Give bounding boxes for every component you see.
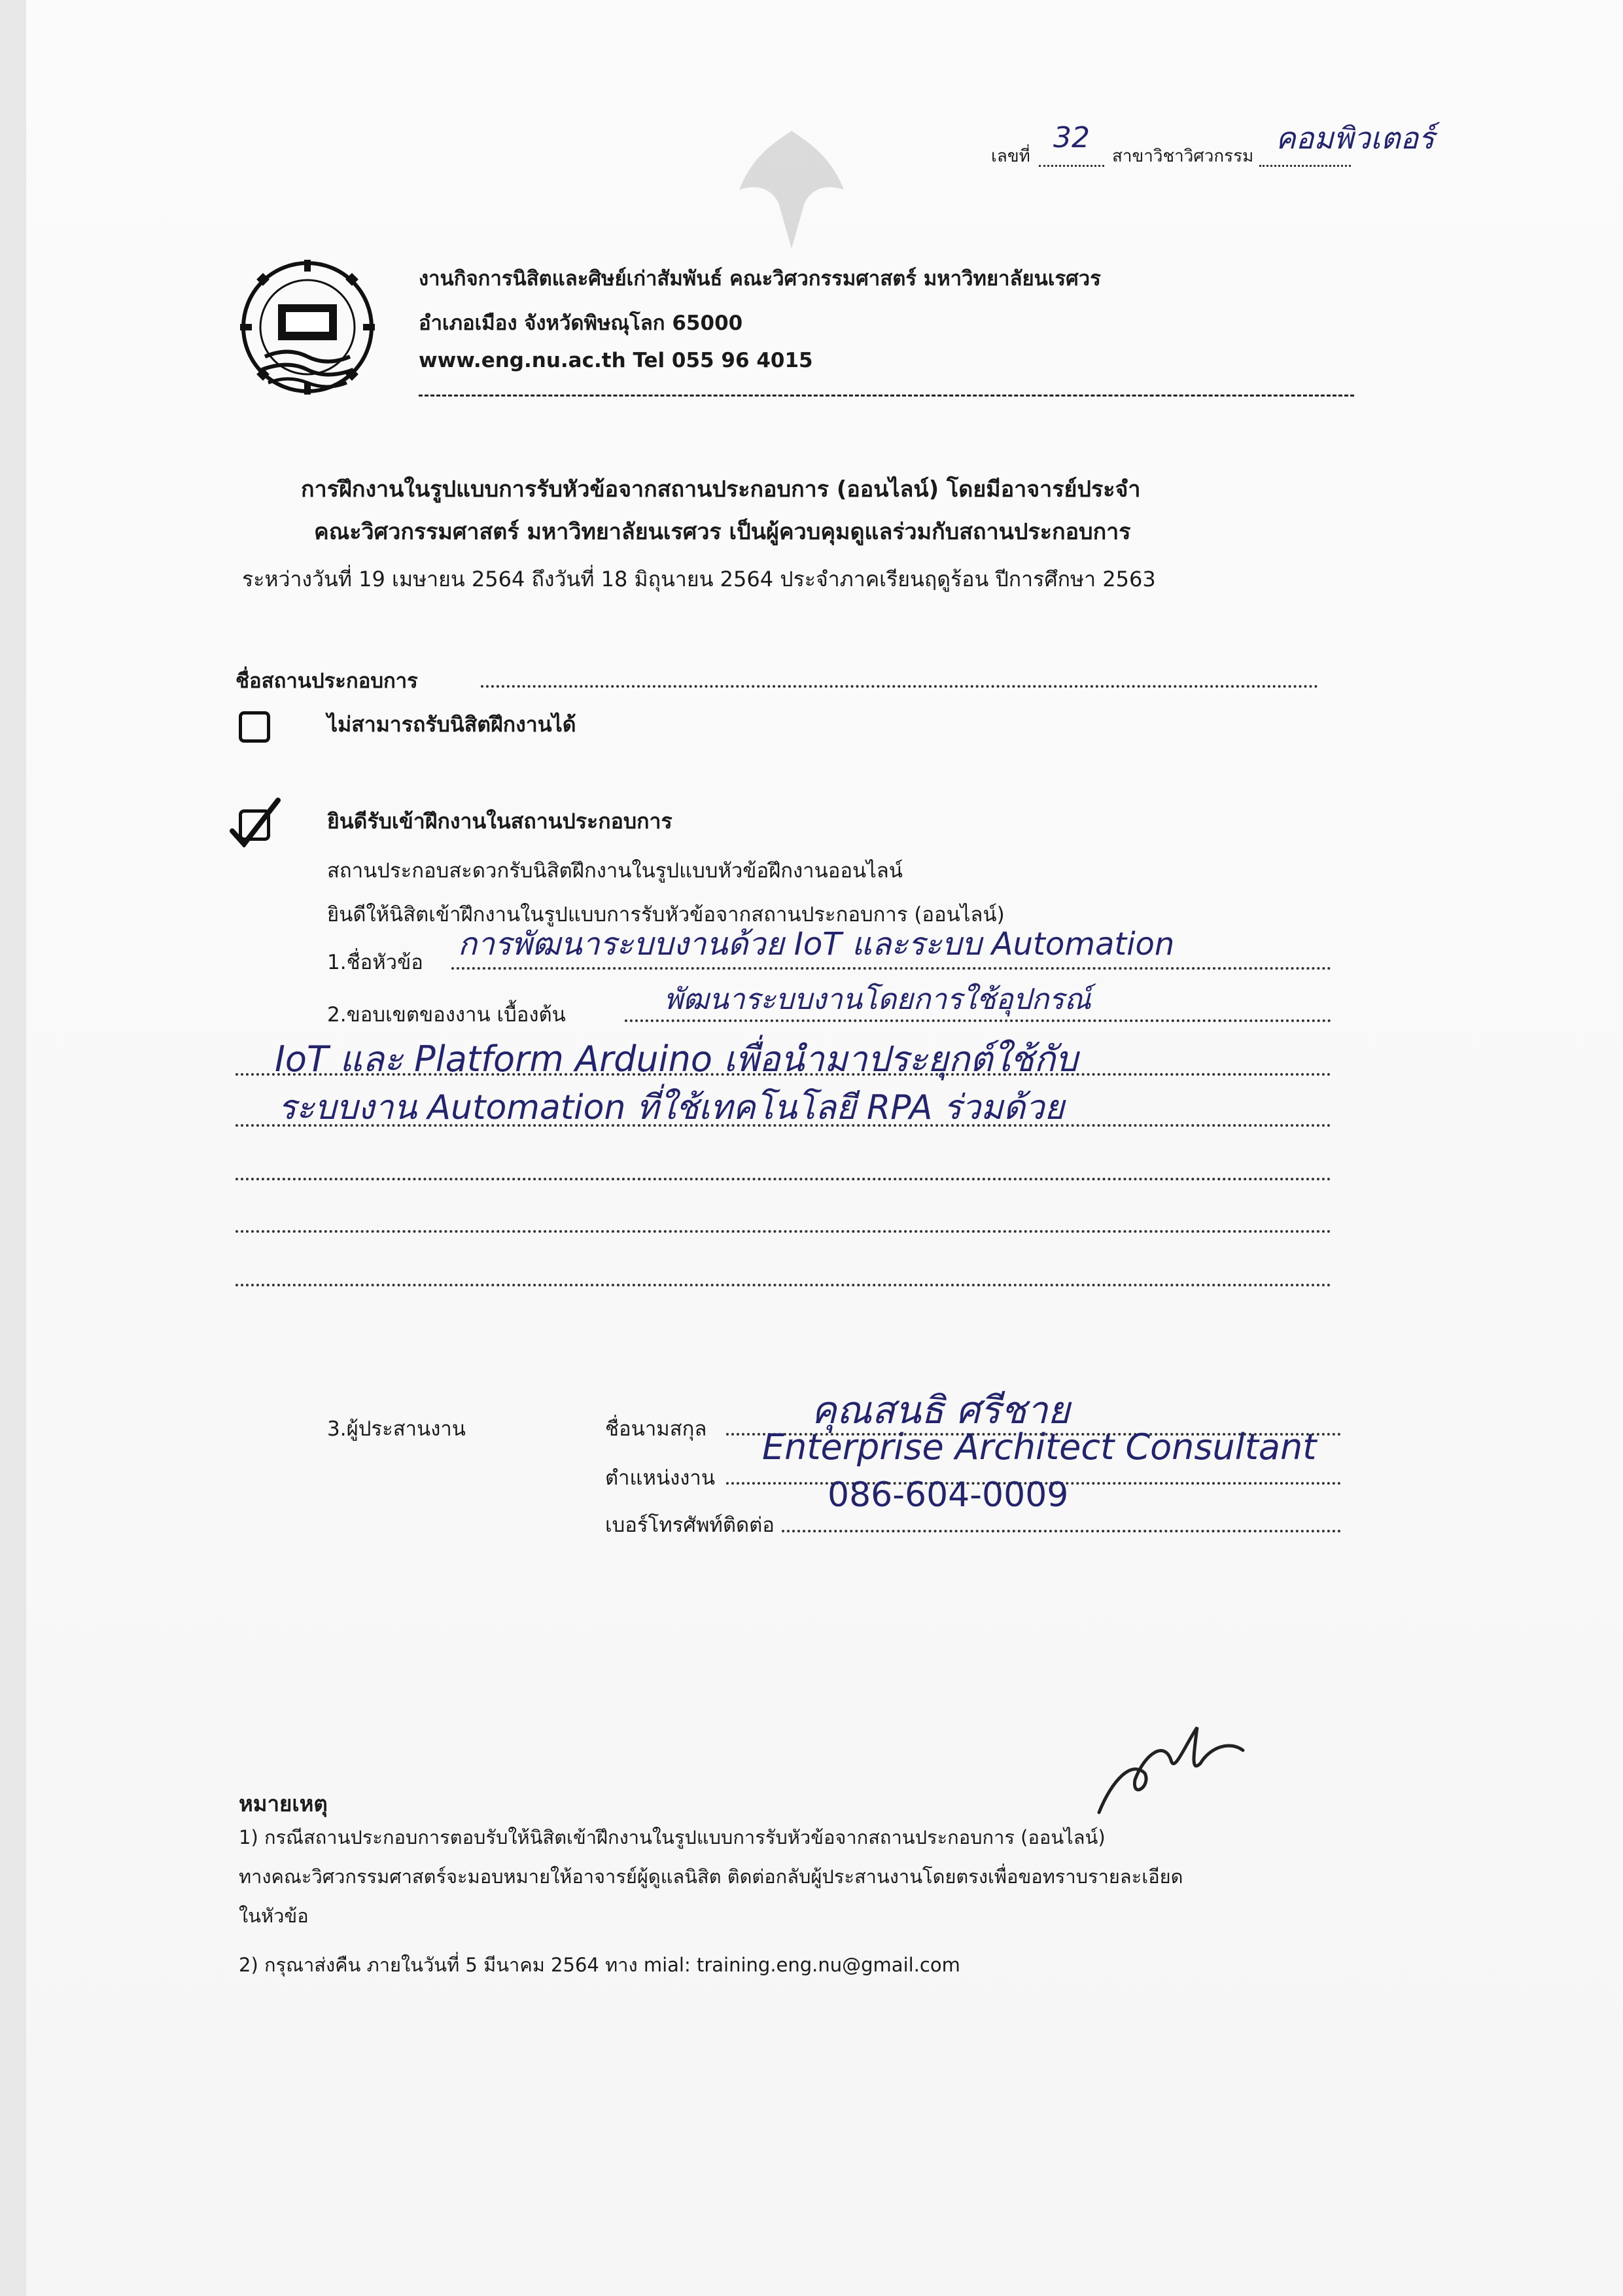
phone-dots	[782, 1530, 1341, 1532]
title-line-1: การฝึกงานในรูปแบบการรับหัวข้อจากสถานประกอบการ (ออนไลน์) โดยมีอาจารย์ประจำ	[301, 476, 1141, 503]
header-rule	[419, 395, 1354, 397]
phone-label: เบอร์โทรศัพท์ติดต่อ	[605, 1513, 775, 1537]
note-1c: ในหัวข้อ	[239, 1905, 309, 1927]
org-line-2: อำเภอเมือง จังหวัดพิษณุโลก 65000	[419, 311, 743, 335]
scan-edge	[0, 0, 26, 2296]
note-1a: 1) กรณีสถานประกอบการตอบรับให้นิสิตเข้าฝึกงานในรูปแบบการรับหัวข้อจากสถานประกอบการ (ออนไลน์)	[239, 1826, 1106, 1848]
branch-dots	[1259, 165, 1351, 167]
garuda-emblem-ghost	[726, 118, 857, 262]
company-dots	[481, 685, 1318, 688]
option-accept-label: ยินดีรับเข้าฝึกงานในสถานประกอบการ	[327, 809, 672, 834]
scope-dots-4	[236, 1178, 1331, 1180]
phone-value: 086-604-0009	[828, 1475, 1069, 1515]
position-label: ตำแหน่งงาน	[605, 1466, 716, 1490]
company-label: ชื่อสถานประกอบการ	[236, 669, 418, 693]
notes-title: หมายเหตุ	[239, 1791, 328, 1816]
branch-value: คอมพิวเตอร์	[1276, 120, 1435, 156]
option-reject-label: ไม่สามารถรับนิสิตฝึกงานได้	[327, 712, 576, 737]
scope-dots-5	[236, 1230, 1331, 1233]
scope-value-1: พัฒนาระบบงานโดยการใช้อุปกรณ์	[664, 983, 1091, 1016]
scope-dots-6	[236, 1284, 1331, 1286]
scope-value-3: ระบบงาน Automation ที่ใช้เทคโนโลยี RPA ร่วมด้วย	[278, 1088, 1064, 1127]
position-value: Enterprise Architect Consultant	[762, 1426, 1317, 1468]
number-value: 32	[1053, 121, 1090, 154]
note-1b: ทางคณะวิศวกรรมศาสตร์จะมอบหมายให้อาจารย์ผู้ดูแลนิสิต ติดต่อกลับผู้ประสานงานโดยตรงเพื่อขอทราบรายละเอียด	[239, 1865, 1183, 1888]
org-line-1: งานกิจการนิสิตและศิษย์เก่าสัมพันธ์ คณะวิศวกรรมศาสตร์ มหาวิทยาลัยนเรศวร	[419, 267, 1101, 291]
branch-label: สาขาวิชาวิศวกรรม	[1112, 147, 1254, 166]
faculty-logo	[239, 258, 376, 409]
accept-line-1: สถานประกอบสะดวกรับนิสิตฝึกงานในรูปแบบหัวข้อฝึกงานออนไลน์	[327, 859, 903, 883]
name-value: คุณสนธิ ศรีชาย	[811, 1388, 1070, 1432]
checkmark-icon	[226, 795, 285, 847]
org-line-3: www.eng.nu.ac.th Tel 055 96 4015	[419, 349, 813, 372]
reject-checkbox[interactable]	[239, 711, 270, 743]
coordinator-label: 3.ผู้ประสานงาน	[327, 1417, 466, 1441]
number-dots	[1039, 165, 1104, 167]
title-line-3: ระหว่างวันที่ 19 เมษายน 2564 ถึงวันที่ 18 มิถุนายน 2564 ประจำภาคเรียนฤดูร้อน ปีการศึกษา 2563	[242, 567, 1156, 592]
topic-label: 1.ชื่อหัวข้อ	[327, 951, 423, 974]
note-2: 2) กรุณาส่งคืน ภายในวันที่ 5 มีนาคม 2564 ทาง mial: training.eng.nu@gmail.com	[239, 1954, 960, 1976]
scope-value-2: IoT และ Platform Arduino เพื่อนำมาประยุกต์ใช้กับ	[275, 1038, 1078, 1080]
handwritten-signature	[1073, 1701, 1321, 1832]
title-line-2: คณะวิศวกรรมศาสตร์ มหาวิทยาลัยนเรศวร เป็นผู้ควบคุมดูแลร่วมกับสถานประกอบการ	[314, 519, 1131, 545]
topic-value: การพัฒนาระบบงานด้วย IoT และระบบ Automation	[458, 926, 1175, 963]
name-label: ชื่อนามสกุล	[605, 1417, 707, 1441]
scope-label: 2.ขอบเขตของงาน เบื้องต้น	[327, 1003, 566, 1027]
accept-line-2: ยินดีให้นิสิตเข้าฝึกงานในรูปแบบการรับหัวข้อจากสถานประกอบการ (ออนไลน์)	[327, 903, 1005, 927]
number-label: เลขที่	[991, 147, 1030, 166]
